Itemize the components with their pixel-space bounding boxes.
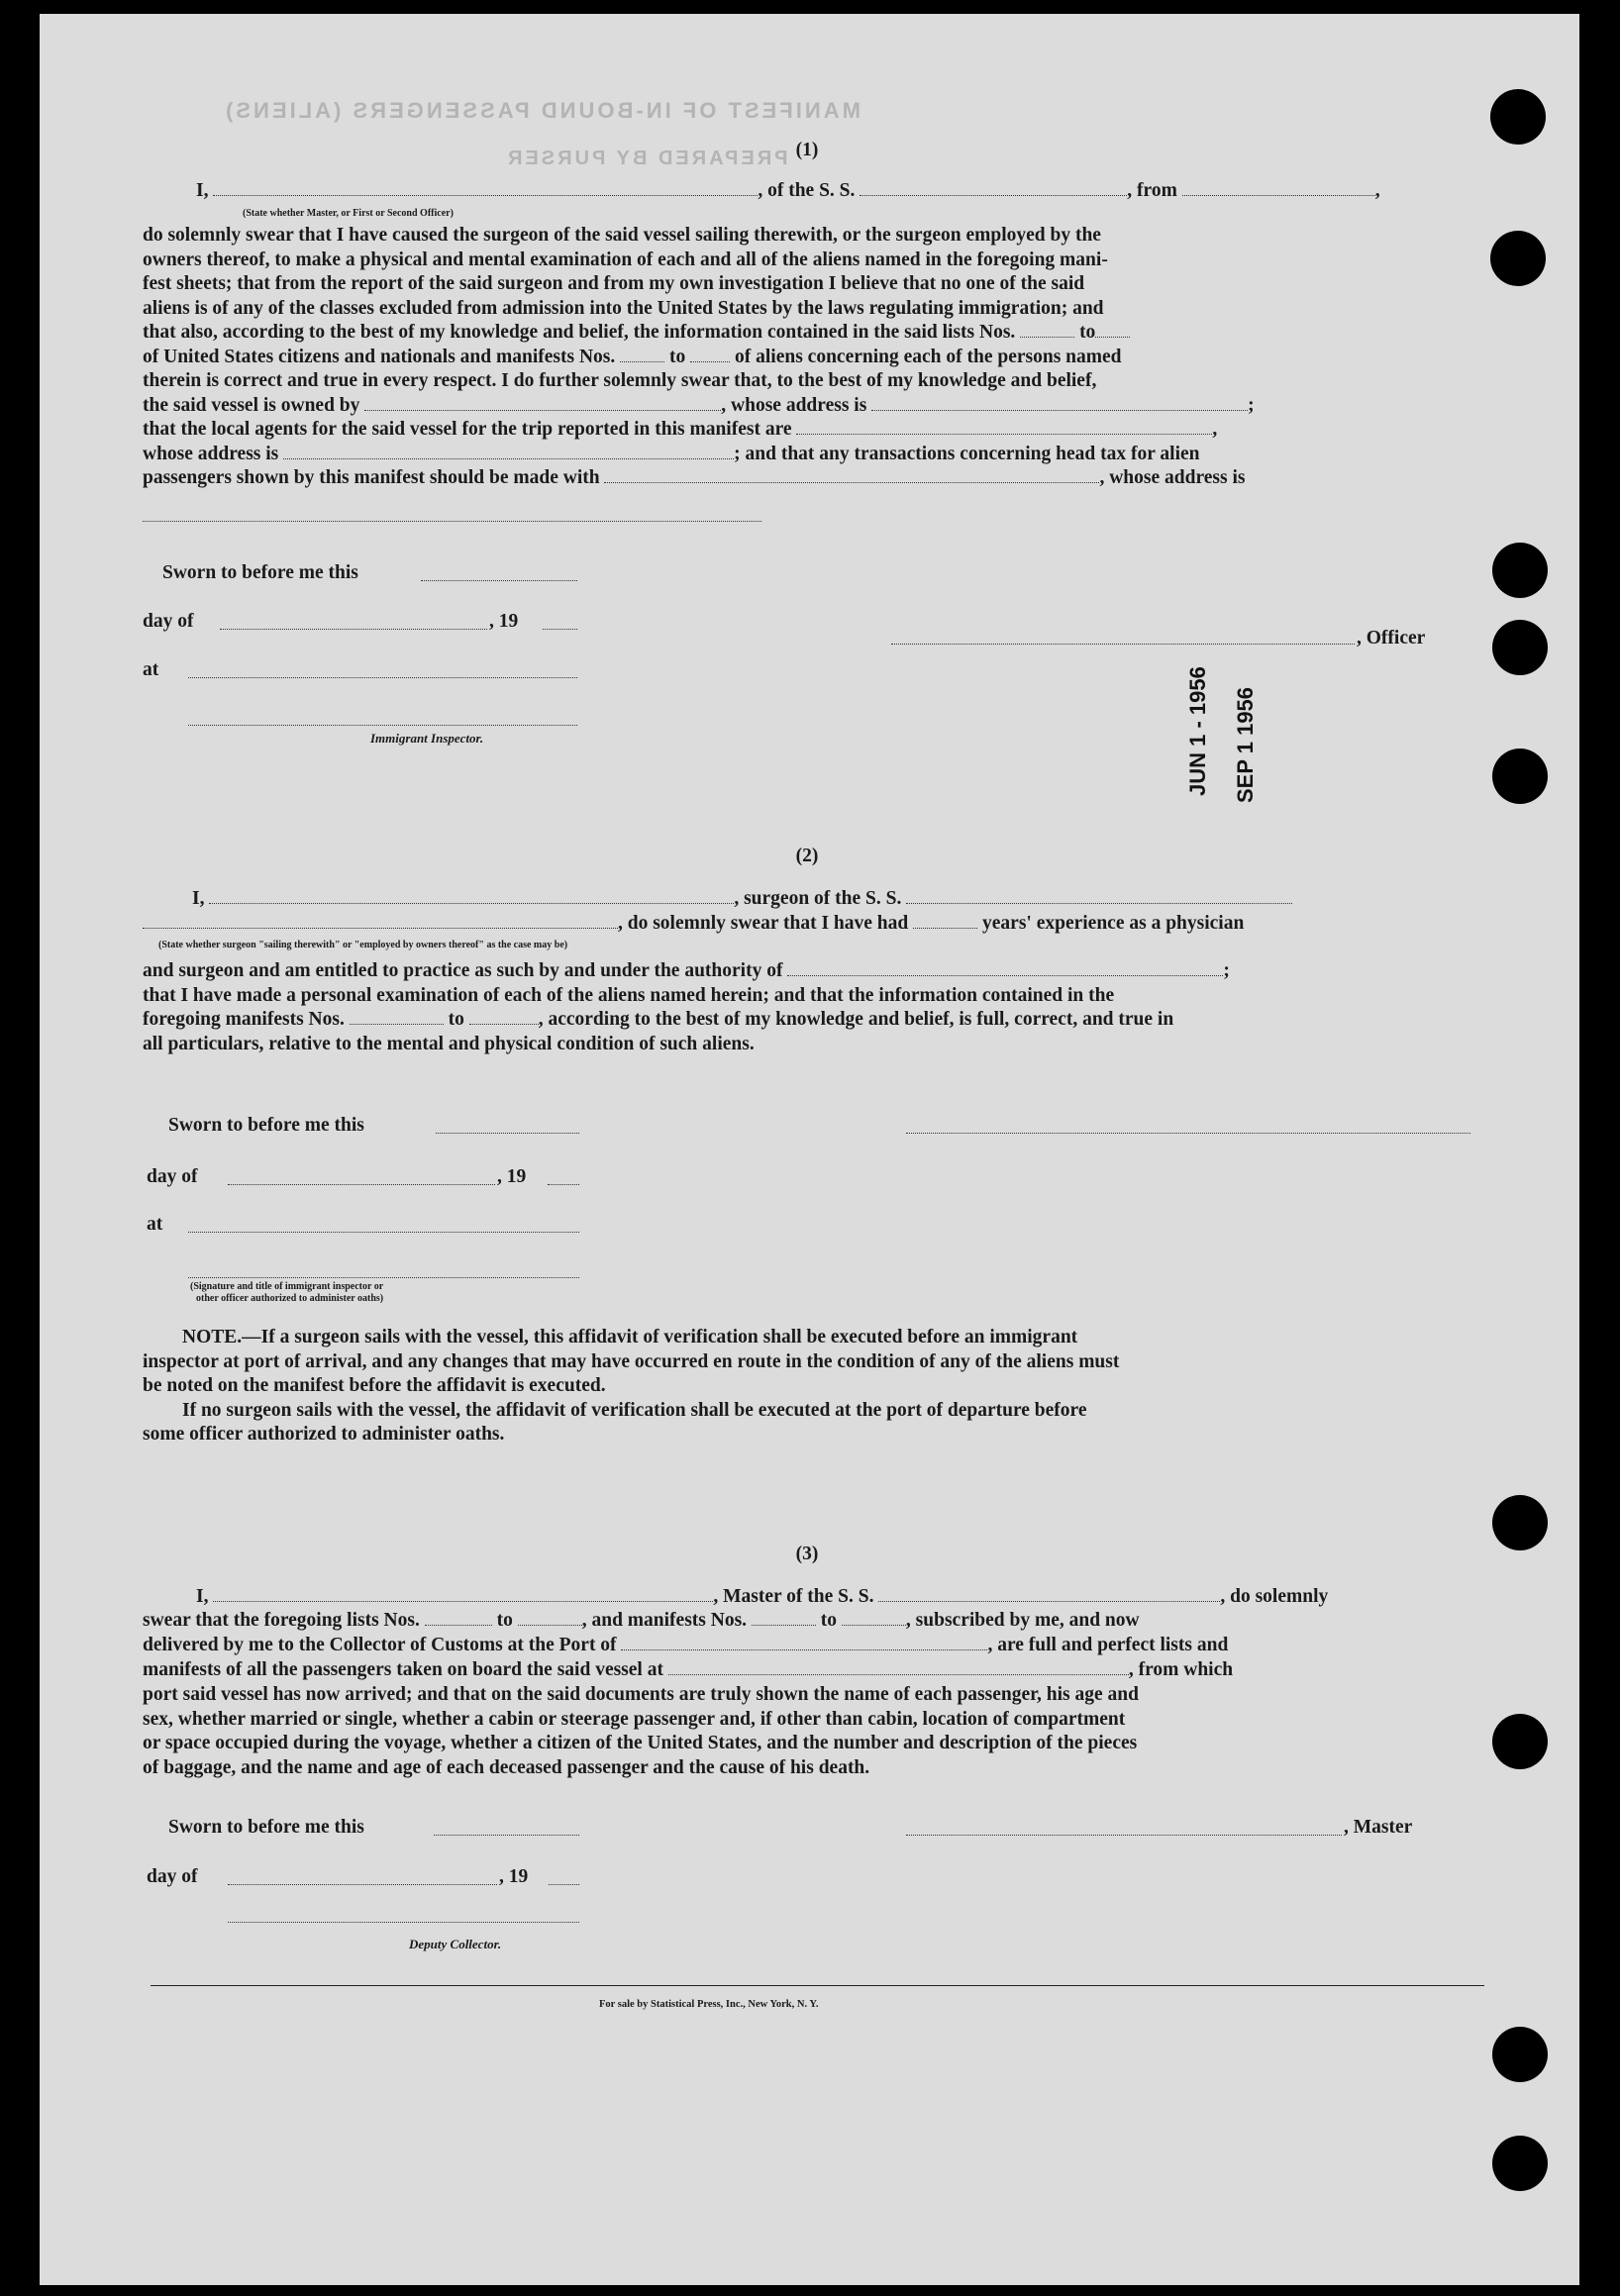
sworn-date-line-3[interactable] [434, 1835, 579, 1836]
master-signature-line[interactable] [906, 1835, 1342, 1836]
master-label: , Master [1344, 1817, 1413, 1838]
head-tax-contact-field[interactable] [604, 468, 1099, 483]
years-field[interactable] [913, 914, 977, 929]
footer-divider [151, 1985, 1484, 1986]
surgeon-signature-line[interactable] [906, 1133, 1470, 1134]
footer-text: For sale by Statistical Press, Inc., New York, N. Y. [599, 1999, 819, 2010]
boarding-port-field[interactable] [668, 1660, 1129, 1675]
signature-caption-1: (Signature and title of immigrant inspector or [190, 1281, 384, 1292]
sworn-label-3: Sworn to before me this [168, 1817, 364, 1838]
binder-hole [1492, 2136, 1548, 2191]
section-1-caption: (State whether Master, or First or Second Officer) [243, 208, 454, 219]
sworn-date-line-1[interactable] [421, 580, 577, 581]
binder-hole [1492, 1714, 1548, 1769]
binder-hole [1492, 2027, 1548, 2082]
officer-name-field[interactable] [213, 181, 758, 196]
customs-port-field[interactable] [621, 1636, 987, 1650]
day-line-3[interactable] [228, 1884, 497, 1885]
label-of-ss: , of the S. S. [758, 180, 856, 201]
binder-hole [1492, 749, 1548, 804]
day-of-label-2: day of [147, 1166, 198, 1187]
section-1-body: do solemnly swear that I have caused the surgeon of the said vessel sailing therewith, or the surgeon employed by the owners thereof, to make a physical and mental examination of each and all of the aliens named in the foregoing mani- fest sheets; that from the report of the said surgeon and from my own investigation I believe that no one of the said aliens is of any of the classes excluded from admission into the United States by the laws regulating immigration; and that also, according to the best of my knowledge and belief, the information contained in the said lists Nos. to of United States citizens and nationals and manifests Nos. to of aliens concerning each of the persons named therein is correct and true in every respect. I do further solemnly swear that, to the best of my knowledge and belief, the said vessel is owned by , whose address is ; that the local agents for the said vessel for the trip reported in this manifest are , whose address is ; and that any transactions concerning head tax for alien passengers shown by this manifest should be made with , whose address is [143, 225, 1255, 488]
section-2-line-1: I, , surgeon of the S. S. [192, 888, 1292, 910]
manifests-to-field[interactable] [690, 348, 730, 362]
section-1-line-1: I, , of the S. S. , from , [196, 180, 1380, 201]
day-of-label-3: day of [147, 1866, 198, 1887]
binder-hole [1490, 231, 1546, 286]
authority-field[interactable] [787, 961, 1223, 976]
master-ship-field[interactable] [878, 1587, 1220, 1602]
section-2-body: and surgeon and am entitled to practice as such by and under the authority of ; that I have made a personal examination of each of the aliens named herein; and that the information contained in the foregoing manifests Nos. to , according to the best of my knowledge and belief, is full, correct, and true in all particulars, relative to the mental and physical condition of such aliens. [143, 960, 1230, 1054]
at-label-2: at [147, 1214, 163, 1235]
from-port-field[interactable] [1182, 181, 1375, 196]
at-label-1: at [143, 659, 159, 680]
sworn-label-1: Sworn to before me this [162, 562, 358, 583]
day-line-1[interactable] [220, 629, 487, 630]
year-label-3: , 19 [499, 1866, 529, 1887]
at-line-1[interactable] [188, 677, 577, 678]
section-2-line-2: , do solemnly swear that I have had years' experience as a physician [143, 913, 1244, 935]
master-name-field[interactable] [213, 1587, 713, 1602]
year-line-1[interactable] [543, 629, 577, 630]
day-of-label-1: day of [143, 611, 194, 632]
lists-to-field[interactable] [1095, 323, 1130, 338]
surgeon-note: NOTE.—If a surgeon sails with the vessel, this affidavit of verification shall be executed before an immigrant inspector at port of arrival, and any changes that may have occurred en route in the condition of any of the aliens must be noted on the manifest before the affidavit is executed. If no surgeon sails with the vessel, the affidavit of verification shall be executed at the port of departure before some officer authorized to administer oaths. [143, 1327, 1120, 1445]
form-page [40, 14, 1579, 2285]
surgeon-manifests-to-field[interactable] [469, 1010, 539, 1025]
day-line-2[interactable] [228, 1184, 495, 1185]
section-1-number: (1) [795, 140, 819, 160]
officer-signature-line[interactable] [891, 644, 1355, 645]
master-manifests-from-field[interactable] [752, 1611, 816, 1626]
bleed-through-text: MANIFEST OF IN-BOUND PASSENGERS (ALIENS) [223, 98, 861, 123]
owner-field[interactable] [364, 396, 721, 411]
bleed-through-text: PREPARED BY PURSER [505, 148, 788, 169]
section-3-line-3: delivered by me to the Collector of Customs at the Port of , are full and perfect lists and [143, 1635, 1229, 1655]
sworn-label-2: Sworn to before me this [168, 1115, 364, 1136]
signature-caption-2: other officer authorized to administer oaths) [196, 1293, 384, 1304]
date-stamp-1: JUN 1 - 1956 [1185, 666, 1210, 796]
binder-hole [1492, 1495, 1548, 1550]
surgeon-manifests-from-field[interactable] [350, 1010, 444, 1025]
sworn-date-line-2[interactable] [436, 1133, 579, 1134]
officer-label: , Officer [1357, 628, 1426, 649]
at-line-2[interactable] [188, 1232, 579, 1233]
surgeon-name-field[interactable] [209, 889, 734, 904]
section-3-line-1: I, , Master of the S. S. , do solemnly [196, 1586, 1329, 1607]
master-lists-from-field[interactable] [425, 1611, 492, 1626]
surgeon-ship-field[interactable] [906, 889, 1292, 904]
section-3-number: (3) [795, 1544, 819, 1564]
inspector-signature-line[interactable] [188, 725, 577, 726]
collector-signature-line[interactable] [228, 1922, 579, 1923]
master-lists-to-field[interactable] [518, 1611, 582, 1626]
ship-name-field[interactable] [860, 181, 1127, 196]
section-2-number: (2) [795, 846, 819, 866]
official-signature-line[interactable] [188, 1277, 579, 1278]
deputy-collector-label: Deputy Collector. [409, 1937, 502, 1951]
year-line-3[interactable] [549, 1884, 579, 1885]
year-label-1: , 19 [489, 611, 519, 632]
label-from: , from [1127, 180, 1177, 201]
agents-address-field[interactable] [283, 445, 734, 459]
master-manifests-to-field[interactable] [842, 1611, 906, 1626]
lists-from-field[interactable] [1020, 323, 1074, 338]
binder-hole [1492, 543, 1548, 598]
label-i: I, [196, 180, 209, 201]
surgeon-status-field[interactable] [143, 914, 618, 929]
owner-address-field[interactable] [871, 396, 1248, 411]
section-2-caption: (State whether surgeon "sailing therewith" or "employed by owners thereof" as the case may be) [158, 940, 568, 950]
manifests-from-field[interactable] [620, 348, 664, 362]
binder-hole [1490, 89, 1546, 145]
section-3-body: port said vessel has now arrived; and that on the said documents are truly shown the name of each passenger, his age and sex, whether married or single, whether a cabin or steerage passenger and, if other than cabin, location of compartment or space occupied during the voyage, whether a citizen of the United States, and the number and description of the pieces of baggage, and the name and age of each deceased passenger and the cause of his death. [143, 1684, 1139, 1778]
binder-hole [1492, 620, 1548, 675]
year-line-2[interactable] [548, 1184, 579, 1185]
section-3-line-4: manifests of all the passengers taken on board the said vessel at , from which [143, 1659, 1234, 1680]
date-stamp-2: SEP 1 1956 [1233, 686, 1258, 803]
agents-field[interactable] [796, 420, 1212, 435]
address-continuation-line [143, 521, 761, 522]
year-label-2: , 19 [497, 1166, 527, 1187]
immigrant-inspector-label: Immigrant Inspector. [370, 731, 484, 746]
section-3-line-2: swear that the foregoing lists Nos. to , and manifests Nos. to , subscribed by me, and now [143, 1610, 1140, 1631]
